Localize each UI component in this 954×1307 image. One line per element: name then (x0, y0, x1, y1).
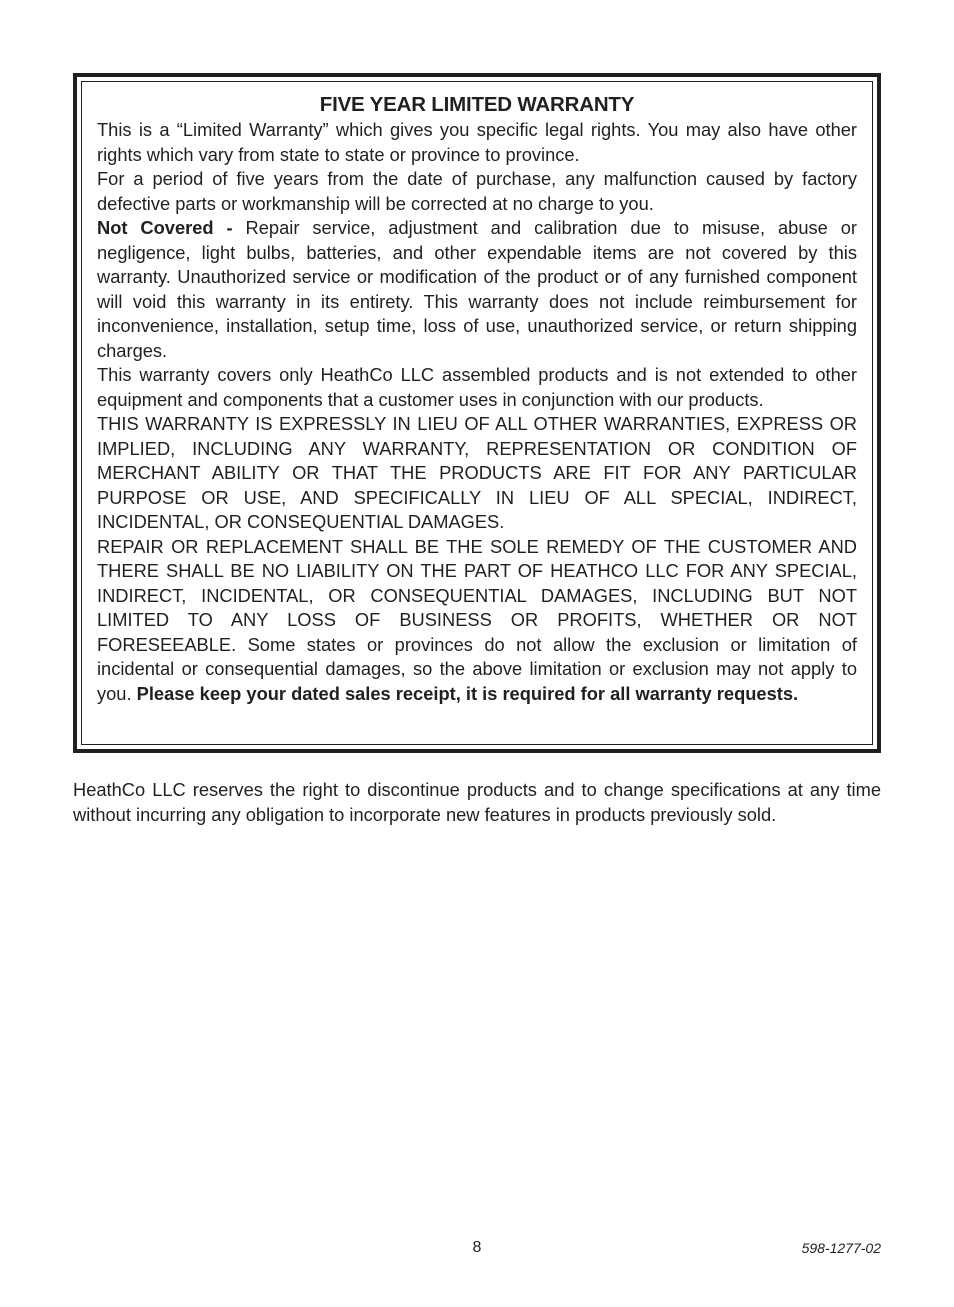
page-number: 8 (472, 1239, 482, 1256)
document-code: 598-1277-02 (801, 1240, 881, 1256)
disclaimer-paragraph: THIS WARRANTY IS EXPRESSLY IN LIEU OF ALL OTHER WARRANTIES, EXPRESS OR IMPLIED, INCLUDING ANY WARRANTY, REPRESENTATION OR CONDITION OF MERCHANT ABILITY OR THAT THE PRODUCTS ARE FIT FOR ANY PARTICULAR PURPOSE OR USE, AND SPECIFICALLY IN LIEU OF ALL SPECIAL, INDIRECT, INCIDENTAL, OR CONSEQUENTIAL DAMAGES. (97, 413, 857, 532)
not-covered-paragraph (97, 216, 857, 363)
warranty-box (73, 73, 881, 753)
warranty-rights-paragraph: This is a “Limited Warranty” which gives you specific legal rights. You may also have other rights which vary from state to state or province to province. (97, 119, 857, 165)
footer-note: HeathCo LLC reserves the right to discontinue products and to change specifications at any time without incurring any obligation to incorporate new features in products previously sold. (73, 779, 881, 825)
remedy-paragraph (97, 535, 857, 707)
coverage-scope-paragraph: This warranty covers only HeathCo LLC assembled products and is not extended to other equipment and components that a customer uses in conjunction with our products. (97, 364, 857, 410)
remedy-text: REPAIR OR REPLACEMENT SHALL BE THE SOLE REMEDY OF THE CUSTOMER AND THERE SHALL BE NO LIABILITY ON THE PART OF HEATHCO LLC FOR ANY SPECIAL, INDIRECT, INCIDENTAL, OR CONSEQUENTIAL DAMAGES, INCLUDING BUT NOT LIMITED TO ANY LOSS OF BUSINESS OR PROFITS, WHETHER OR NOT FORESEEABLE. Some states or provinces do not allow the exclusion or limitation of incidental or consequential damages, so the above limitation or exclusion may not apply to you. (97, 535, 857, 704)
warranty-period-paragraph: For a period of five years from the date of purchase, any malfunction caused by factory defective parts or workmanship will be corrected at no charge to you. (97, 168, 857, 214)
warranty-inner-frame (81, 81, 873, 745)
warranty-title: FIVE YEAR LIMITED WARRANTY (319, 93, 635, 116)
receipt-notice: Please keep your dated sales receipt, it is required for all warranty requests. (136, 682, 799, 704)
not-covered-text: Repair service, adjustment and calibration due to misuse, abuse or negligence, light bulbs, batteries, and other expendable items are not covered by this warranty. Unauthorized service or modification of the product or of any furnished component will void this warranty in its entirety. This warranty does not include reimbursement for inconvenience, installation, setup time, loss of use, unauthorized service, or return shipping charges. (97, 217, 857, 361)
not-covered-label: Not Covered - (97, 217, 233, 238)
